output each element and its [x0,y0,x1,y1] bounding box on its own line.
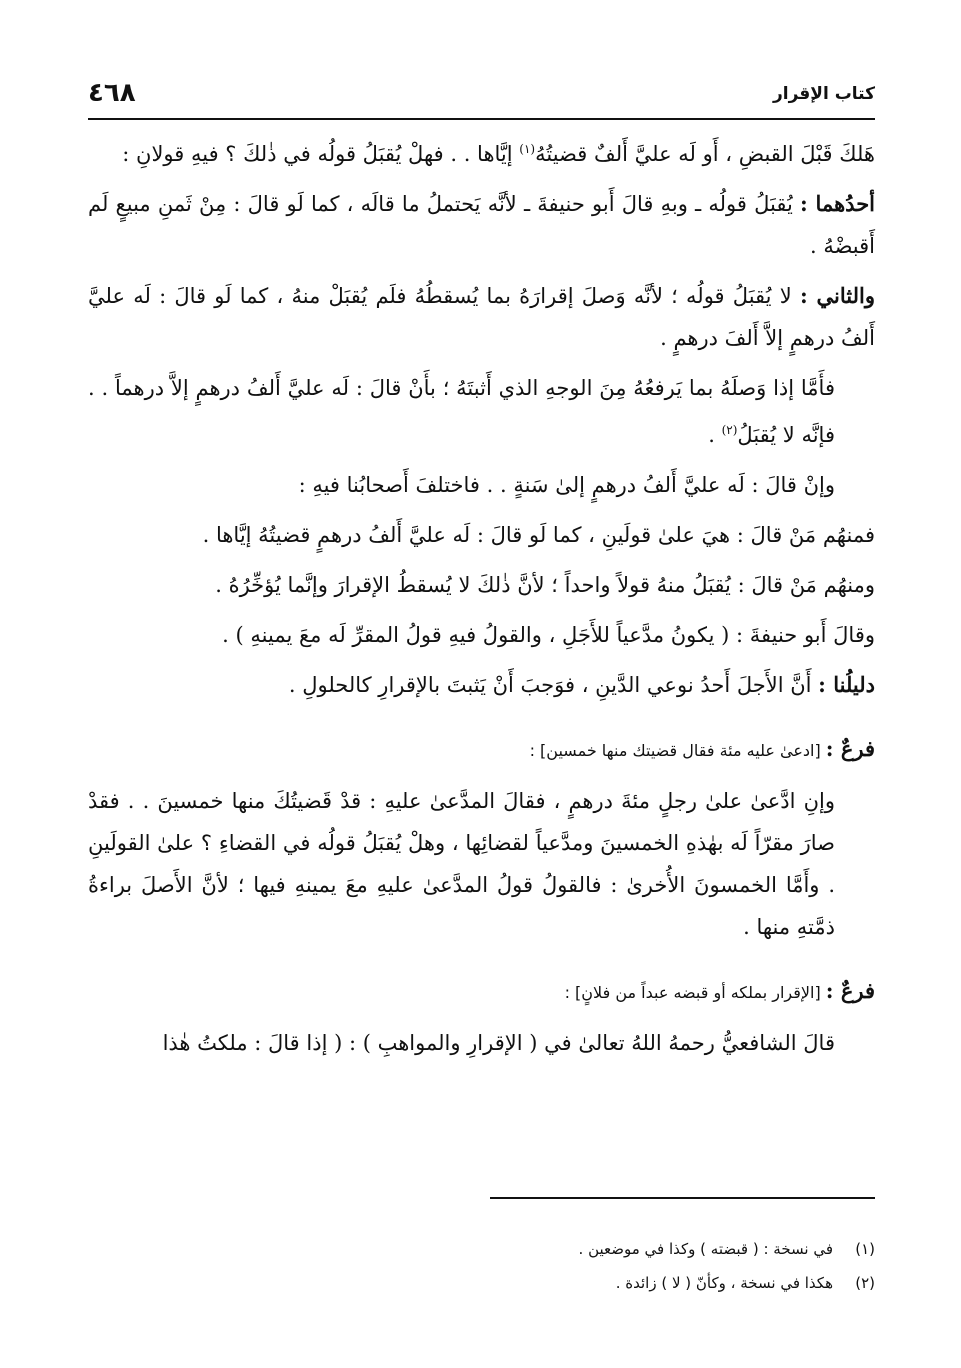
paragraph-lead: والثاني : [799,283,875,308]
paragraph-text: يُقبَلُ قولُه ـ وبهِ قالَ أَبو حنيفةَ ـ لأنَّه يَحتملُ ما قالَه ، كما لَو قالَ : مِنْ ثَمنِ مبيعٍ لَم أَقبضْهُ . [88,192,875,258]
paragraph-text: قالَ الشافعيُّ رحمهُ اللهُ تعالىٰ في ( الإقرارِ والمواهبِ ) : ( إذا قالَ : ملكتُ هٰذا [162,1031,835,1055]
page-number: ٤٦٨ [88,78,136,108]
main-text [88,128,875,1072]
paragraph-lead: أحدُهما : [799,191,876,216]
paragraph-text: لا يُقبَلُ قولُه ؛ لأنَّه وَصلَ إقرارَهُ بما يُسقطُهُ فلَم يُقبَلْ منهُ ، كما لَو قالَ : لَه عليَّ أَلفُ درهمٍ إلاَّ أَلفَ درهمٍ . [88,284,875,350]
paragraph-text: وإنِ ادَّعىٰ علىٰ رجلٍ مئةَ درهمٍ ، فقالَ المدَّعىٰ عليهِ : قدْ قَضيتُكَ منها خمسينَ . . فقدْ صارَ مقرّاً لَه بهٰذهِ الخمسينَ ومدَّعياً لقضائِها ، وهلْ يُقبَلُ قولُه في القضاءِ ؟ علىٰ القولَينِ . وأَمَّا الخمسونَ الأُخرىٰ : فالقولُ قولُ المدَّعىٰ عليهِ معَ يمينهِ فيها ؛ لأنَّ الأَصلَ براءةُ ذمَّتهِ منها . [88,789,835,939]
branch-lead: فرعٌ : [825,736,875,761]
paragraph [88,464,875,506]
paragraph [88,367,875,456]
running-title: كتاب الإقرار [772,84,875,104]
paragraph-text: أَنَّ الأَجلَ أَحدُ نوعي الدَّينِ ، فوَجبَ أَنْ يَثبتَ بالإقرارِ كالحلولِ . [288,673,819,697]
paragraph-text: ومنهُم مَنْ قالَ : يُقبَلُ منهُ قولاً واحداً ؛ لأنَّ ذٰلكَ لا يُسقطُ الإقرارَ وإنَّما يُؤخِّرُهُ . [215,573,875,597]
paragraph [88,780,875,948]
paragraph-lead: دليلُنا : [818,672,875,697]
footnote-number: (٢) [855,1274,875,1292]
paragraph-text: فمنهُم مَنْ قالَ : هيَ علىٰ قولَينِ ، كما لَو قالَ : لَه عليَّ أَلفُ درهمٍ قضيتُهُ إيَّاها . [202,523,875,547]
footnote-number: (١) [855,1240,875,1258]
paragraph-text-cont: إيَّاها . . فهلْ يُقبَلُ قولُه في ذٰلكَ ؟ فيهِ قولانِ : [122,142,520,166]
footnote-divider [490,1197,875,1199]
footnote [88,1232,875,1266]
paragraph [88,614,875,656]
branch-lead: فرعٌ : [825,978,875,1003]
footnote [88,1266,875,1300]
footnote-ref: (٢) [721,423,738,437]
paragraph-text: هَلكَ قَبْلَ القبضِ ، أَو لَه عليَّ أَلفٌ قضيتُهُ [535,142,875,166]
branch-heading [88,970,875,1014]
paragraph [88,514,875,556]
footnote-text: هكذا في نسخة ، وكأنّ ( لا ) زائدة . [615,1274,833,1292]
paragraph [88,664,875,706]
paragraph [88,564,875,606]
paragraph-text: وقالَ أَبو حنيفةَ : ( يكونُ مدَّعياً للأَجَلِ ، والقولُ فيهِ قولُ المقرِّ لَه معَ يمينهِ ) . [222,623,875,647]
page-header [88,78,875,120]
paragraph [88,1022,875,1064]
paragraph-text-cont: . [708,423,722,447]
footnote-ref: (١) [519,142,536,156]
branch-title: [ادعىٰ عليه مئة فقال قضيتك منها خمسين] : [529,741,826,760]
footnotes [88,1232,875,1300]
paragraph-text: فأَمَّا إذا وَصلَهُ بما يَرفعُهُ مِنَ الوجهِ الذي أَثبتَهُ ؛ بأَنْ قالَ : لَه عليَّ أَلفُ درهمٍ إلاَّ درهماً . . فإنَّه لا يُقبَلُ [88,376,835,447]
paragraph [88,183,875,267]
branch-title: [الإقرار بملكه أو قبضه عبداً من فلانٍ] : [564,983,826,1002]
footnote-text: في نسخة : ( قبضته ) وكذا في موضعين . [578,1240,833,1258]
paragraph [88,275,875,359]
paragraph-text: وإنْ قالَ : لَه عليَّ أَلفُ درهمٍ إلىٰ سَنةٍ . . فاختلفَ أَصحابُنا فيهِ : [298,473,835,497]
paragraph [88,128,875,175]
branch-heading [88,728,875,772]
